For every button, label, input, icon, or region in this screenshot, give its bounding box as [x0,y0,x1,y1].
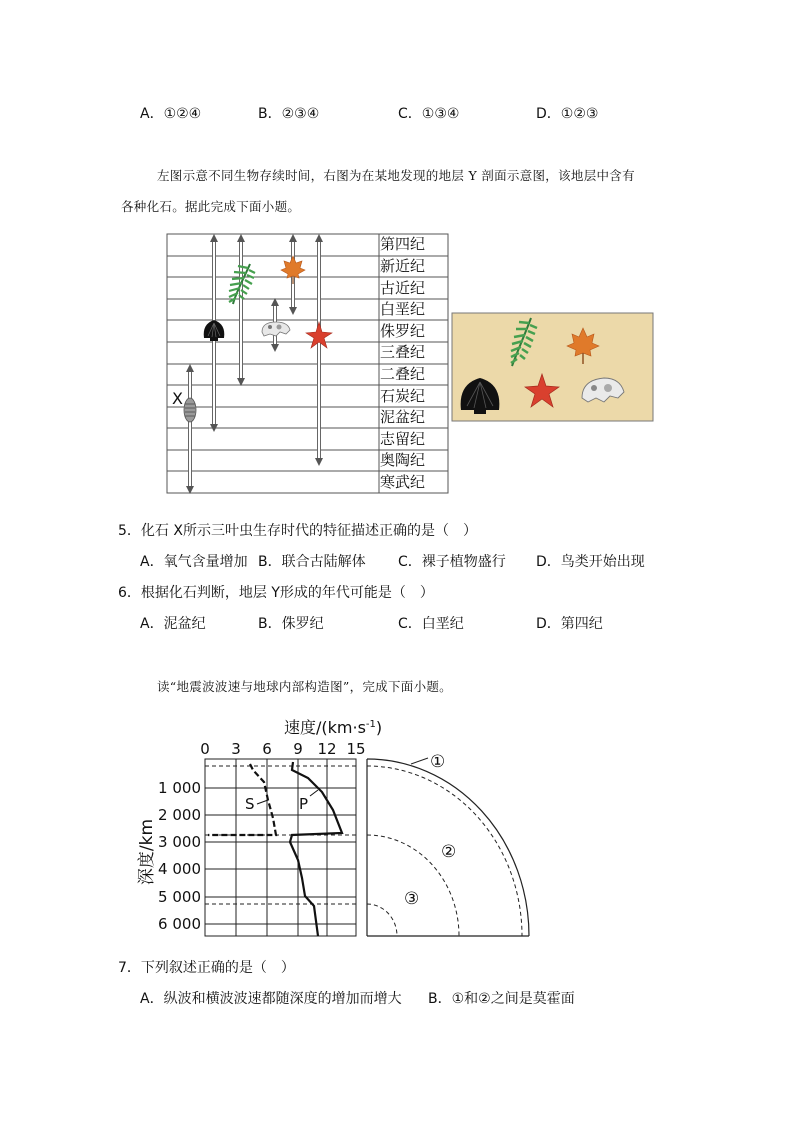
era-label: 奥陶纪 [380,451,426,469]
speed-tick: 15 [346,740,366,758]
depth-axis-label: 深度/km [137,818,157,886]
dinosaur-skull-icon [262,322,290,336]
depth-tick: 6 000 [158,915,201,933]
depth-tick: 3 000 [158,833,201,851]
era-label: 寒武纪 [380,473,426,491]
q6-stem: 6．根据化石判断，地层 Y形成的年代可能是（ ） [118,585,434,601]
era-label: 石炭纪 [380,387,426,405]
range-bar-fern [237,234,245,386]
depth-tick: 1 000 [158,779,201,797]
q5-stem: 5．化石 X所示三叶虫生存时代的特征描述正确的是（ ） [118,523,477,539]
q6-option-b: B．侏罗纪 [258,616,324,632]
era-label: 第四纪 [380,235,426,253]
q7-stem: 7．下列叙述正确的是（ ） [118,960,295,976]
intro2-paragraph: 读“地震波波速与地球内部构造图”，完成下面小题。 [157,679,452,694]
era-label: 新近纪 [380,257,426,275]
era-label: 志留纪 [380,430,426,448]
depth-tick: 4 000 [158,860,201,878]
intro-paragraph-line2: 各种化石。据此完成下面小题。 [121,199,301,214]
scallop-shell-icon [204,320,225,341]
q5-option-c: C．裸子植物盛行 [398,554,506,570]
era-label: 古近纪 [380,279,426,297]
depth-tick: 5 000 [158,888,201,906]
range-bar-starfish [315,234,323,466]
svg-text:速度/(km·s-1) [284,718,382,737]
era-label: 侏罗纪 [380,322,426,340]
q4-option-a: A．①②④ [140,106,202,122]
speed-tick: 9 [293,740,303,758]
era-label: 白垩纪 [380,300,426,318]
speed-tick: 3 [231,740,241,758]
q6-option-a: A．泥盆纪 [140,616,206,632]
s-wave-label: S [245,795,255,813]
maple-leaf-icon [281,256,305,284]
depth-tick: 2 000 [158,806,201,824]
seismic-wave-chart [130,712,540,942]
q4-option-b: B．②③④ [258,106,320,122]
stratum-y-picture [450,312,656,424]
era-label: 二叠纪 [380,365,426,383]
layer-2-label: ② [441,842,457,862]
q6-option-c: C．白垩纪 [398,616,464,632]
speed-axis-exponent: -1 [365,719,376,730]
era-label: 泥盆纪 [380,408,426,426]
speed-axis-close: ) [375,718,383,737]
q5-option-a: A．氧气含量增加 [140,554,248,570]
era-label: 三叠纪 [380,343,426,361]
layer-3-label: ③ [404,889,420,909]
q5-option-b: B．联合古陆解体 [258,554,366,570]
speed-tick: 6 [262,740,272,758]
speed-axis-label: 速度/(km·s [284,718,366,737]
range-bar-trilobite [186,364,194,494]
trilobite-icon [184,398,196,422]
speed-tick: 0 [200,740,210,758]
p-wave-label: P [299,795,309,813]
q7-option-b: B．①和②之间是莫霍面 [428,991,575,1007]
speed-tick: 12 [317,740,337,758]
layer-1-label: ① [430,752,446,772]
q4-option-d: D．①②③ [536,106,599,122]
q7-option-a: A．纵波和横波波速都随深度的增加而增大 [140,991,402,1007]
q4-option-c: C．①③④ [398,106,460,122]
fossil-x-label: X [172,389,183,408]
intro-paragraph-line1: 左图示意不同生物存续时间，右图为在某地发现的地层 Y 剖面示意图，该地层中含有 [157,168,635,183]
s-wave-curve [208,764,276,835]
q5-option-d: D．鸟类开始出现 [536,554,645,570]
q6-option-d: D．第四纪 [536,616,603,632]
